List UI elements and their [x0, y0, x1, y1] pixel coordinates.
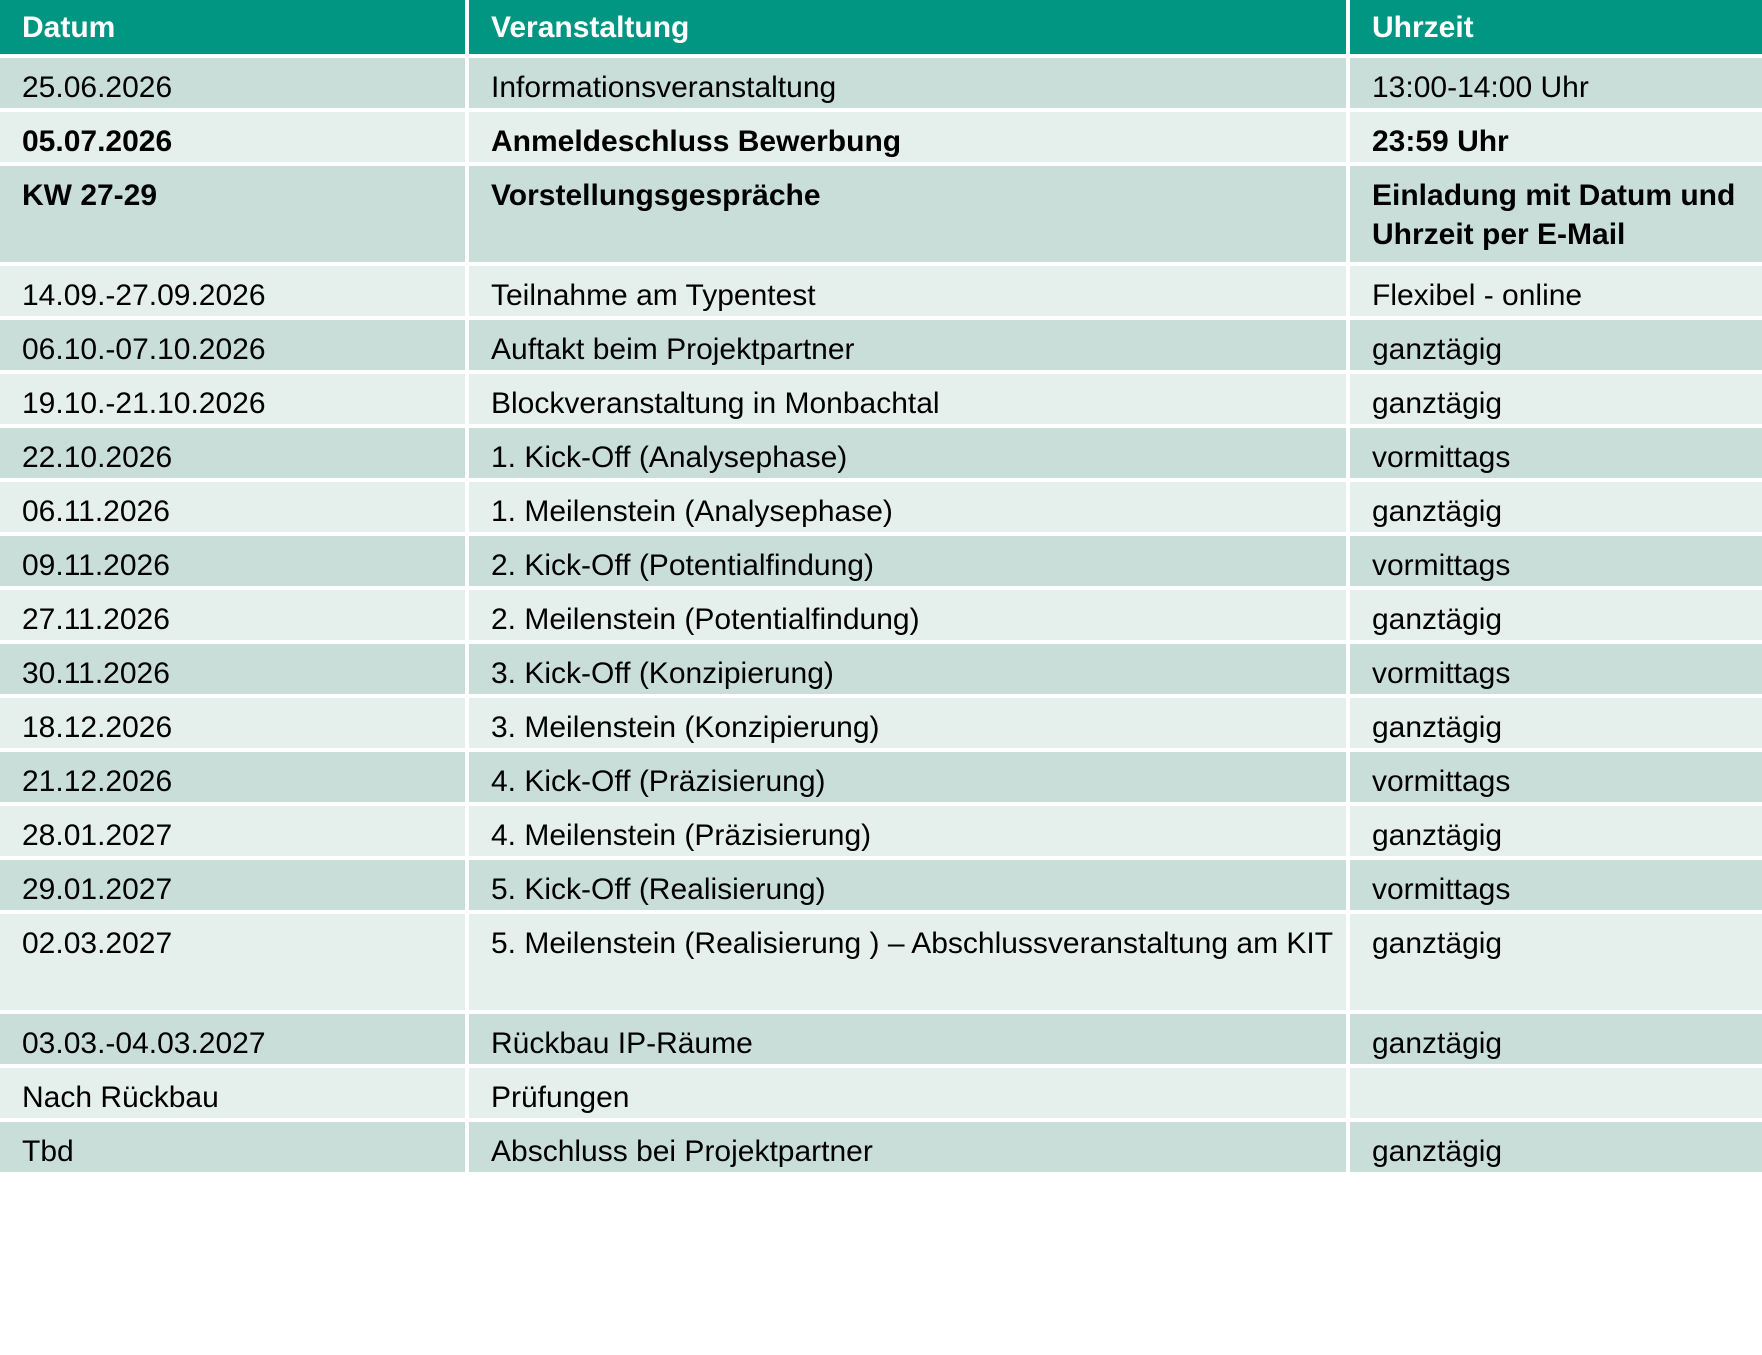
cell-veranstaltung: Vorstellungsgespräche — [467, 164, 1348, 264]
table-row — [0, 588, 1762, 642]
cell-uhrzeit: vormittags — [1348, 426, 1762, 480]
cell-veranstaltung: 5. Kick-Off (Realisierung) — [467, 858, 1348, 912]
cell-datum: 05.07.2026 — [0, 110, 467, 164]
cell-uhrzeit: vormittags — [1348, 750, 1762, 804]
table-row — [0, 318, 1762, 372]
cell-uhrzeit: 23:59 Uhr — [1348, 110, 1762, 164]
cell-veranstaltung: Teilnahme am Typentest — [467, 264, 1348, 318]
cell-datum: 14.09.-27.09.2026 — [0, 264, 467, 318]
table-body — [0, 56, 1762, 1174]
cell-veranstaltung: 2. Meilenstein (Potentialfindung) — [467, 588, 1348, 642]
table-row — [0, 1120, 1762, 1174]
cell-uhrzeit: ganztägig — [1348, 588, 1762, 642]
table-row — [0, 858, 1762, 912]
cell-uhrzeit: ganztägig — [1348, 318, 1762, 372]
table-row — [0, 480, 1762, 534]
header-veranstaltung: Veranstaltung — [467, 0, 1348, 56]
cell-veranstaltung: Abschluss bei Projektpartner — [467, 1120, 1348, 1174]
table-row — [0, 1066, 1762, 1120]
cell-veranstaltung: Auftakt beim Projektpartner — [467, 318, 1348, 372]
cell-veranstaltung: 4. Kick-Off (Präzisierung) — [467, 750, 1348, 804]
cell-veranstaltung: 1. Meilenstein (Analysephase) — [467, 480, 1348, 534]
cell-datum: 28.01.2027 — [0, 804, 467, 858]
cell-datum: 30.11.2026 — [0, 642, 467, 696]
table-row — [0, 426, 1762, 480]
cell-veranstaltung: Anmeldeschluss Bewerbung — [467, 110, 1348, 164]
cell-veranstaltung: 5. Meilenstein (Realisierung ) – Abschlussveranstaltung am KIT — [467, 912, 1348, 1012]
table-row — [0, 534, 1762, 588]
table-row — [0, 804, 1762, 858]
cell-uhrzeit: ganztägig — [1348, 372, 1762, 426]
cell-datum: Tbd — [0, 1120, 467, 1174]
table-row — [0, 56, 1762, 110]
cell-veranstaltung: Informationsveranstaltung — [467, 56, 1348, 110]
table-row — [0, 1012, 1762, 1066]
cell-uhrzeit: ganztägig — [1348, 480, 1762, 534]
cell-veranstaltung: 2. Kick-Off (Potentialfindung) — [467, 534, 1348, 588]
table-row — [0, 164, 1762, 264]
cell-veranstaltung: 3. Meilenstein (Konzipierung) — [467, 696, 1348, 750]
cell-datum: 29.01.2027 — [0, 858, 467, 912]
cell-veranstaltung: 4. Meilenstein (Präzisierung) — [467, 804, 1348, 858]
table-row — [0, 750, 1762, 804]
cell-veranstaltung: 3. Kick-Off (Konzipierung) — [467, 642, 1348, 696]
cell-uhrzeit: Einladung mit Datum und Uhrzeit per E-Mail — [1348, 164, 1762, 264]
header-uhrzeit: Uhrzeit — [1348, 0, 1762, 56]
cell-veranstaltung: Prüfungen — [467, 1066, 1348, 1120]
cell-uhrzeit: ganztägig — [1348, 912, 1762, 1012]
cell-uhrzeit: ganztägig — [1348, 804, 1762, 858]
table-row — [0, 264, 1762, 318]
cell-datum: 19.10.-21.10.2026 — [0, 372, 467, 426]
cell-uhrzeit: ganztägig — [1348, 1120, 1762, 1174]
cell-veranstaltung: 1. Kick-Off (Analysephase) — [467, 426, 1348, 480]
cell-datum: 06.11.2026 — [0, 480, 467, 534]
table-row — [0, 110, 1762, 164]
cell-datum: KW 27-29 — [0, 164, 467, 264]
cell-uhrzeit: vormittags — [1348, 642, 1762, 696]
cell-uhrzeit: ganztägig — [1348, 1012, 1762, 1066]
cell-uhrzeit: vormittags — [1348, 534, 1762, 588]
cell-veranstaltung: Rückbau IP-Räume — [467, 1012, 1348, 1066]
cell-datum: 25.06.2026 — [0, 56, 467, 110]
cell-veranstaltung: Blockveranstaltung in Monbachtal — [467, 372, 1348, 426]
header-row — [0, 0, 1762, 56]
cell-datum: 21.12.2026 — [0, 750, 467, 804]
header-datum: Datum — [0, 0, 467, 56]
cell-datum: 06.10.-07.10.2026 — [0, 318, 467, 372]
cell-datum: 03.03.-04.03.2027 — [0, 1012, 467, 1066]
cell-datum: 02.03.2027 — [0, 912, 467, 1012]
cell-uhrzeit: 13:00-14:00 Uhr — [1348, 56, 1762, 110]
cell-uhrzeit: Flexibel - online — [1348, 264, 1762, 318]
table-row — [0, 912, 1762, 1012]
table-row — [0, 696, 1762, 750]
cell-uhrzeit — [1348, 1066, 1762, 1120]
cell-datum: 27.11.2026 — [0, 588, 467, 642]
table-row — [0, 642, 1762, 696]
table-row — [0, 372, 1762, 426]
cell-datum: 18.12.2026 — [0, 696, 467, 750]
cell-uhrzeit: vormittags — [1348, 858, 1762, 912]
cell-datum: 22.10.2026 — [0, 426, 467, 480]
cell-datum: Nach Rückbau — [0, 1066, 467, 1120]
cell-uhrzeit: ganztägig — [1348, 696, 1762, 750]
cell-datum: 09.11.2026 — [0, 534, 467, 588]
